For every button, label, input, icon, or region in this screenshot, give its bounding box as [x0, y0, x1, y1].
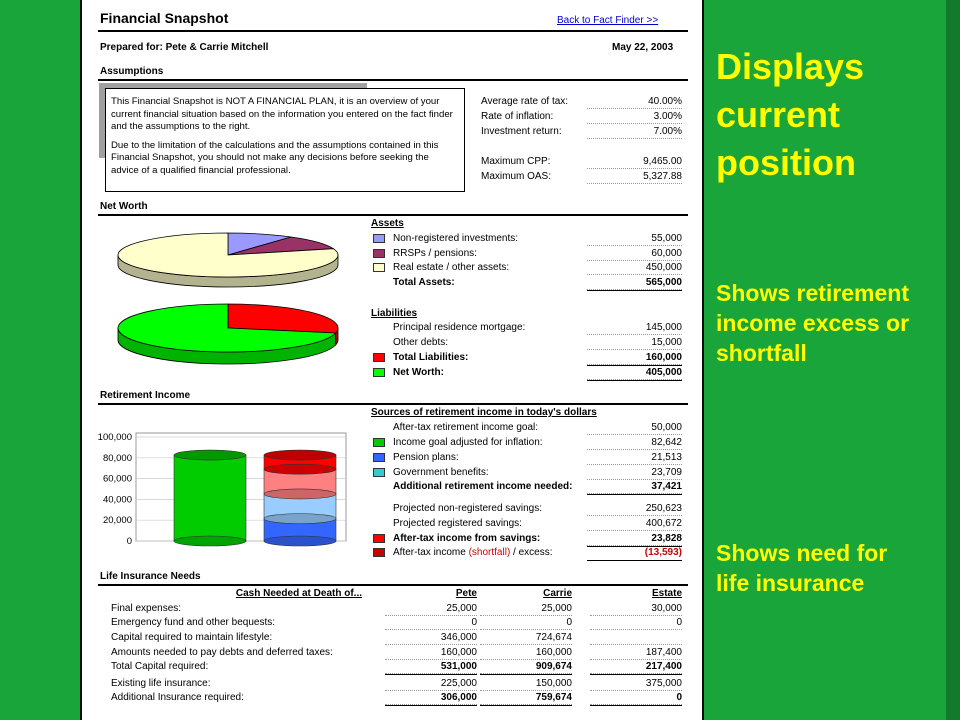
side-note-insurance: Shows need for life insurance — [716, 540, 888, 596]
retirement-value: 37,421 — [651, 481, 682, 492]
life-dotline — [590, 659, 682, 660]
total-liabilities-value: 160,000 — [645, 352, 682, 363]
life-col-header-0: Cash Needed at Death of... — [235, 588, 362, 599]
assumption-label: Investment return: — [481, 126, 562, 137]
row-dotline — [587, 108, 682, 109]
assumption-label: Maximum CPP: — [481, 156, 551, 167]
life-row-value: 306,000 — [440, 692, 477, 703]
row-dotline — [587, 530, 682, 531]
retirement-label: Income goal adjusted for inflation: — [393, 437, 543, 448]
row-dotline — [587, 515, 682, 516]
life-total-underline — [385, 674, 477, 675]
net-worth-rule — [98, 214, 688, 216]
liability-value: 145,000 — [645, 322, 682, 333]
disclaimer-para-2: Due to the limitation of the calculations and the assumptions contained in this Financial Snapshot, you should not make any decisions before seeking the advice of a qualified financial professional. — [111, 139, 439, 176]
life-row-value: 30,000 — [651, 603, 682, 614]
disclaimer-para-1: This Financial Snapshot is NOT A FINANCIAL PLAN, it is an overview of your current financial situation based on the information you entered on the fact finder and the assumptions to the right. — [111, 96, 453, 133]
life-dotline — [480, 629, 572, 630]
assumption-value: 5,327.88 — [643, 171, 682, 182]
legend-swatch — [373, 548, 385, 557]
chart-bar-top — [174, 450, 246, 460]
row-dotline — [587, 183, 682, 184]
legend-swatch — [373, 249, 385, 258]
life-dotline — [590, 644, 682, 645]
retirement-value: 23,709 — [651, 467, 682, 478]
row-dotline — [587, 434, 682, 435]
life-row-value: 531,000 — [440, 661, 477, 672]
chart-bar-segment-base — [264, 464, 336, 474]
life-row-value: 150,000 — [535, 678, 572, 689]
total-underline — [587, 290, 682, 291]
shortfall-label-neg: (shortfall) — [468, 547, 511, 558]
savings-label: Projected registered savings: — [393, 518, 522, 529]
shortfall-label — [393, 547, 553, 559]
retirement-value: 21,513 — [651, 452, 682, 463]
assumptions-rule — [98, 79, 688, 81]
total-assets-value: 565,000 — [645, 277, 682, 288]
row-dotline — [587, 274, 682, 275]
life-total-underline — [590, 674, 682, 675]
legend-swatch — [373, 368, 385, 377]
life-row-value: 724,674 — [535, 632, 572, 643]
row-dotline — [587, 168, 682, 169]
assumptions-heading: Assumptions — [100, 66, 164, 77]
life-insurance-rule — [98, 584, 688, 586]
retirement-value: 82,642 — [651, 437, 682, 448]
total-underline — [587, 380, 682, 381]
life-row-label: Existing life insurance: — [111, 678, 211, 689]
chart-bar-segment-base — [264, 489, 336, 499]
savings-value: 23,828 — [651, 533, 682, 544]
assumption-value: 7.00% — [653, 126, 682, 137]
report-date: May 22, 2003 — [612, 42, 674, 53]
life-dotline — [590, 629, 682, 630]
liabilities-heading: Liabilities — [371, 308, 418, 319]
chart-bar-segment-base — [174, 536, 246, 546]
life-dotline — [480, 659, 572, 660]
net-worth-label: Net Worth: — [393, 367, 444, 378]
savings-label: After-tax income from savings: — [393, 533, 541, 544]
row-dotline — [587, 334, 682, 335]
chart-bar-top — [264, 450, 336, 460]
life-dotline — [480, 644, 572, 645]
back-to-fact-finder-link[interactable]: Back to Fact Finder >> — [557, 15, 659, 26]
row-dotline — [587, 349, 682, 350]
retirement-rule — [98, 403, 688, 405]
legend-swatch — [373, 263, 385, 272]
life-dotline — [385, 659, 477, 660]
legend-swatch — [373, 453, 385, 462]
chart-y-tick: 60,000 — [102, 473, 132, 485]
chart-y-tick: 80,000 — [102, 452, 132, 464]
chart-y-tick: 0 — [126, 536, 132, 547]
asset-label: Real estate / other assets: — [393, 262, 510, 273]
row-dotline — [587, 479, 682, 480]
net-worth-heading: Net Worth — [100, 201, 148, 212]
life-total-underline — [385, 705, 477, 706]
life-total-underline — [480, 705, 572, 706]
liabilities-pie — [118, 304, 338, 364]
life-row-label: Additional Insurance required: — [111, 692, 244, 703]
prepared-for: Prepared for: Pete & Carrie Mitchell — [100, 42, 269, 53]
financial-snapshot-report — [80, 0, 704, 720]
chart-y-tick: 100,000 — [97, 432, 132, 443]
legend-swatch — [373, 468, 385, 477]
liability-label: Principal residence mortgage: — [393, 322, 526, 333]
right-edge-bar — [946, 0, 960, 720]
side-note-retirement: Shows retirement income excess or shortfall — [716, 280, 910, 366]
savings-label: Projected non-registered savings: — [393, 503, 542, 514]
life-row-value: 0 — [676, 617, 682, 628]
asset-value: 55,000 — [651, 233, 682, 244]
asset-value: 60,000 — [651, 248, 682, 259]
sources-heading: Sources of retirement income in today's dollars — [371, 407, 597, 418]
total-underline — [587, 494, 682, 495]
assumption-value: 9,465.00 — [643, 156, 682, 167]
asset-label: RRSPs / pensions: — [393, 248, 477, 259]
life-dotline — [385, 690, 477, 691]
life-row-label: Total Capital required: — [111, 661, 209, 672]
report-title: Financial Snapshot — [100, 10, 229, 26]
life-row-value: 759,674 — [535, 692, 572, 703]
life-row-value: 160,000 — [440, 647, 477, 658]
chart-y-tick: 40,000 — [102, 494, 132, 506]
life-dotline — [385, 644, 477, 645]
liability-value: 15,000 — [651, 337, 682, 348]
chart-y-tick: 20,000 — [102, 515, 132, 527]
row-dotline — [587, 449, 682, 450]
legend-swatch — [373, 234, 385, 243]
row-dotline — [587, 260, 682, 261]
life-dotline — [385, 615, 477, 616]
life-insurance-heading: Life Insurance Needs — [100, 571, 201, 582]
chart-bar-segment-base — [264, 514, 336, 524]
retirement-heading: Retirement Income — [100, 390, 191, 401]
header-rule — [98, 30, 688, 32]
net-worth-pies — [112, 225, 344, 375]
life-row-label: Amounts needed to pay debts and deferred taxes: — [111, 647, 333, 658]
chart-bar-segment — [174, 455, 246, 541]
shortfall-value: (13,593) — [644, 547, 682, 558]
savings-value: 250,623 — [645, 503, 682, 514]
row-dotline — [587, 245, 682, 246]
assumption-value: 40.00% — [648, 96, 682, 107]
shortfall-label-post: / excess: — [510, 547, 553, 558]
life-row-value: 25,000 — [541, 603, 572, 614]
left-margin — [0, 0, 80, 720]
life-row-value: 375,000 — [645, 678, 682, 689]
row-dotline — [587, 464, 682, 465]
total-underline — [587, 560, 682, 561]
retirement-label: After-tax retirement income goal: — [393, 422, 539, 433]
shortfall-label-pre: After-tax income — [393, 547, 469, 558]
life-col-header: Estate — [651, 588, 682, 599]
life-dotline — [590, 690, 682, 691]
disclaimer-box — [105, 88, 465, 192]
chart-bar-segment-base — [264, 536, 336, 546]
life-row-value: 217,400 — [645, 661, 682, 672]
side-heading: Displays current position — [716, 46, 865, 183]
life-row-value: 0 — [566, 617, 572, 628]
life-row-value: 0 — [471, 617, 477, 628]
life-col-header: Carrie — [543, 588, 572, 599]
life-row-value: 160,000 — [535, 647, 572, 658]
life-total-underline — [480, 674, 572, 675]
asset-value: 450,000 — [645, 262, 682, 273]
life-row-label: Final expenses: — [111, 603, 182, 614]
life-col-header: Pete — [455, 588, 477, 599]
life-dotline — [480, 615, 572, 616]
total-assets-label: Total Assets: — [393, 277, 455, 288]
asset-label: Non-registered investments: — [393, 233, 519, 244]
row-dotline — [587, 123, 682, 124]
assumption-label: Average rate of tax: — [481, 96, 569, 107]
assumption-value: 3.00% — [653, 111, 682, 122]
total-liabilities-label: Total Liabilities: — [393, 352, 469, 363]
life-row-value: 346,000 — [440, 632, 477, 643]
assumption-label: Rate of inflation: — [481, 111, 554, 122]
life-row-value: 25,000 — [446, 603, 477, 614]
total-underline — [587, 365, 682, 366]
retirement-value: 50,000 — [651, 422, 682, 433]
life-row-value: 225,000 — [440, 678, 477, 689]
retirement-label: Pension plans: — [393, 452, 459, 463]
life-row-value: 909,674 — [535, 661, 572, 672]
savings-value: 400,672 — [645, 518, 682, 529]
liability-label: Other debts: — [393, 337, 449, 348]
assets-heading: Assets — [371, 218, 404, 229]
life-row-value: 187,400 — [645, 647, 682, 658]
life-dotline — [385, 629, 477, 630]
assets-pie — [118, 233, 338, 287]
life-total-underline — [590, 705, 682, 706]
row-dotline — [587, 138, 682, 139]
life-row-label: Capital required to maintain lifestyle: — [111, 632, 273, 643]
life-dotline — [480, 690, 572, 691]
retirement-label: Government benefits: — [393, 467, 489, 478]
life-dotline — [590, 615, 682, 616]
legend-swatch — [373, 438, 385, 447]
net-worth-value: 405,000 — [645, 367, 682, 378]
legend-swatch — [373, 534, 385, 543]
life-row-value: 0 — [676, 692, 682, 703]
retirement-label: Additional retirement income needed: — [393, 481, 573, 492]
life-row-label: Emergency fund and other bequests: — [111, 617, 275, 628]
retirement-income-chart — [92, 425, 352, 555]
legend-swatch — [373, 353, 385, 362]
assumption-label: Maximum OAS: — [481, 171, 552, 182]
